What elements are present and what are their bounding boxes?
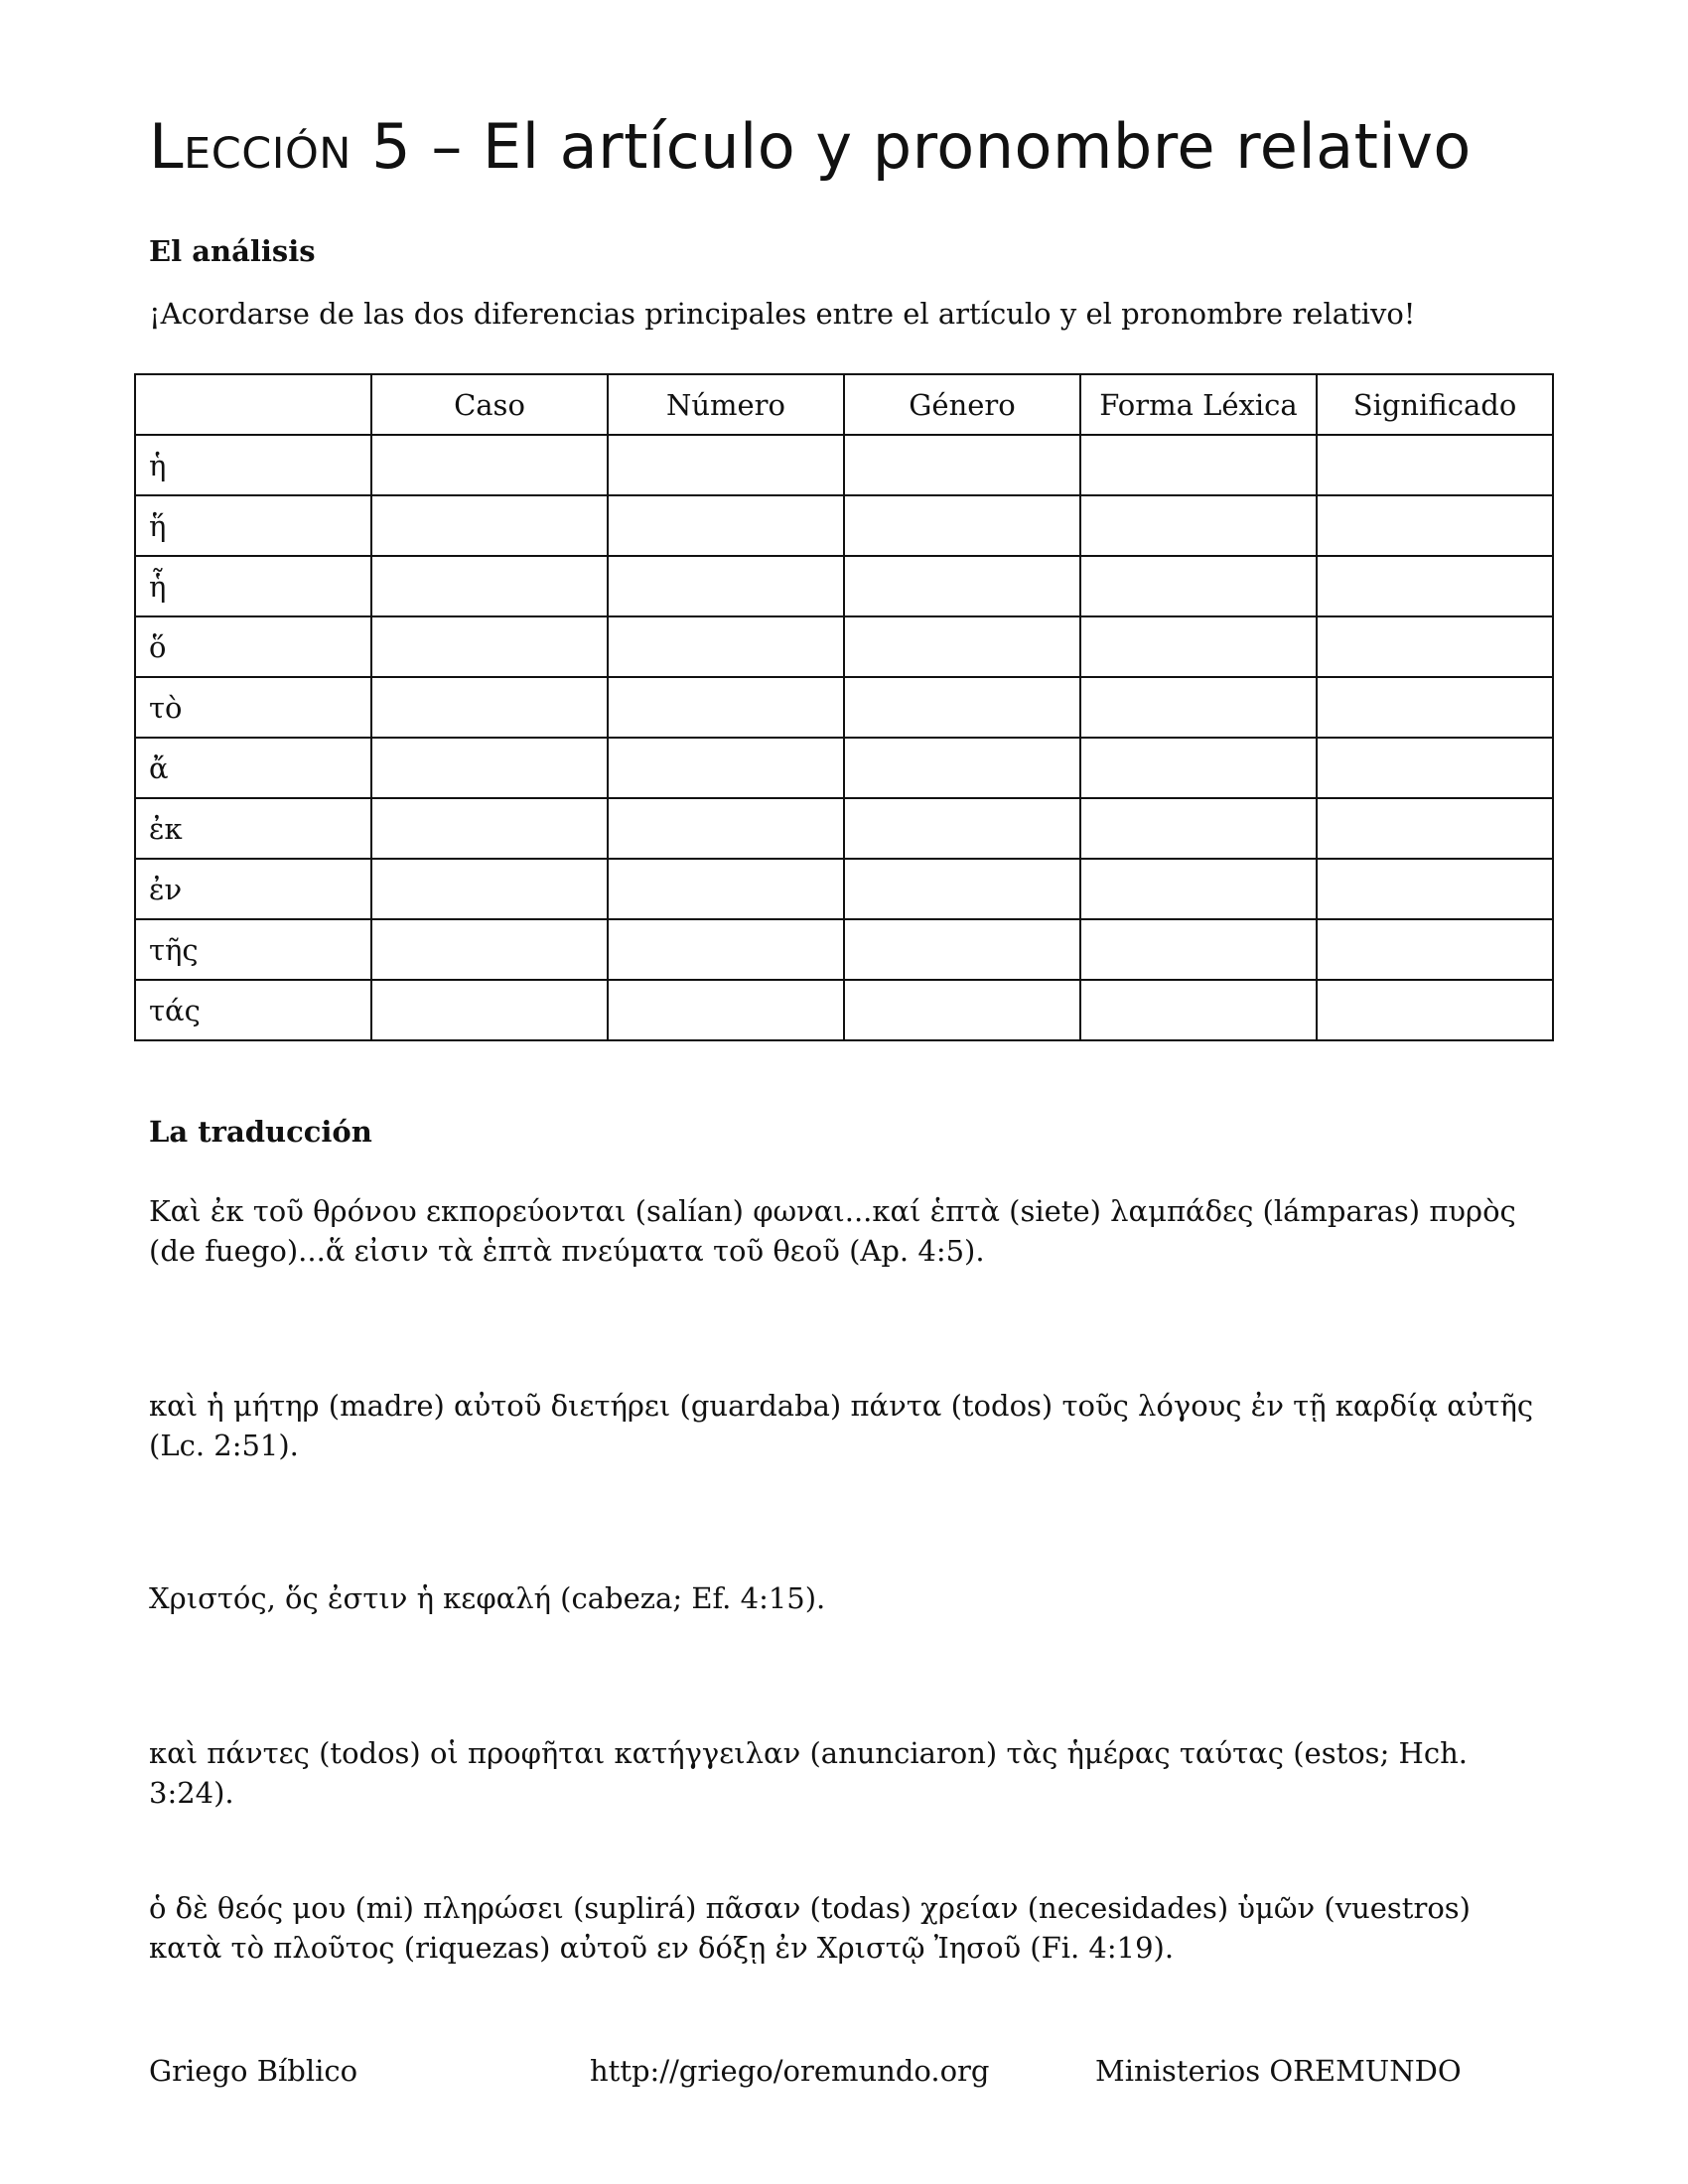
answer-cell[interactable] — [1317, 616, 1553, 677]
table-header-cell: Género — [844, 374, 1080, 435]
answer-cell[interactable] — [371, 738, 608, 798]
answer-cell[interactable] — [371, 859, 608, 919]
table-row — [135, 919, 1553, 980]
answer-cell[interactable] — [608, 738, 844, 798]
footer-ministry-name: Ministerios OREMUNDO — [1095, 2054, 1462, 2088]
lesson-number: Lección 5 — [149, 110, 412, 183]
answer-cell[interactable] — [1080, 677, 1317, 738]
lesson-topic: El artículo y pronombre relativo — [483, 110, 1472, 183]
translation-sentence-4: καὶ πάντες (todos) οἱ προφῆται κατήγγειλαν (anunciaron) τὰς ἡμέρας ταύτας (estos; Hch. 3:24). — [149, 1736, 1468, 1810]
answer-cell[interactable] — [844, 798, 1080, 859]
answer-cell[interactable] — [844, 738, 1080, 798]
table-header-cell: Significado — [1317, 374, 1553, 435]
answer-cell[interactable] — [608, 435, 844, 495]
table-row — [135, 495, 1553, 556]
answer-cell[interactable] — [371, 616, 608, 677]
answer-cell[interactable] — [371, 980, 608, 1040]
greek-word-cell: τάς — [135, 980, 371, 1040]
answer-cell[interactable] — [1080, 980, 1317, 1040]
answer-cell[interactable] — [371, 495, 608, 556]
answer-cell[interactable] — [844, 919, 1080, 980]
answer-cell[interactable] — [608, 495, 844, 556]
analysis-instruction: ¡Acordarse de las dos diferencias principales entre el artículo y el pronombre relativo! — [149, 297, 1416, 331]
answer-cell[interactable] — [1080, 495, 1317, 556]
greek-word-cell: ἐν — [135, 859, 371, 919]
answer-cell[interactable] — [1317, 980, 1553, 1040]
answer-cell[interactable] — [844, 556, 1080, 616]
answer-cell[interactable] — [608, 616, 844, 677]
answer-cell[interactable] — [1080, 919, 1317, 980]
answer-cell[interactable] — [608, 919, 844, 980]
answer-cell[interactable] — [608, 859, 844, 919]
answer-cell[interactable] — [1317, 919, 1553, 980]
footer-website-link[interactable]: http://griego/oremundo.org — [590, 2054, 990, 2088]
answer-cell[interactable] — [844, 616, 1080, 677]
translation-sentence-2: καὶ ἡ μήτηρ (madre) αὐτοῦ διετήρει (guardaba) πάντα (todos) τοῦς λόγους ἐν τῇ καρδίᾳ αὐτῆς (Lc. 2:51). — [149, 1389, 1534, 1462]
answer-cell[interactable] — [844, 859, 1080, 919]
title-separator: – — [411, 110, 484, 183]
answer-cell[interactable] — [1317, 738, 1553, 798]
page-title — [149, 107, 1472, 187]
answer-cell[interactable] — [1080, 738, 1317, 798]
table-header-cell: Caso — [371, 374, 608, 435]
answer-cell[interactable] — [1317, 677, 1553, 738]
translation-heading: La traducción — [149, 1115, 372, 1149]
greek-word-cell: ἧ — [135, 556, 371, 616]
translation-sentence-5: ὁ δὲ θεός μου (mi) πληρώσει (suplirá) πᾶσαν (todas) χρείαν (necesidades) ὑμῶν (vuestros) κατὰ τὸ πλοῦτος (riquezas) αὐτοῦ εν δόξῃ ἐν Χριστῷ Ἰησοῦ (Fi. 4:19). — [149, 1891, 1471, 1965]
answer-cell[interactable] — [608, 798, 844, 859]
answer-cell[interactable] — [371, 919, 608, 980]
table-header-row — [135, 374, 1553, 435]
answer-cell[interactable] — [1080, 435, 1317, 495]
answer-cell[interactable] — [371, 556, 608, 616]
table-row — [135, 677, 1553, 738]
answer-cell[interactable] — [844, 980, 1080, 1040]
answer-cell[interactable] — [1080, 859, 1317, 919]
table-row — [135, 435, 1553, 495]
answer-cell[interactable] — [608, 556, 844, 616]
translation-sentence-1: Καὶ ἐκ τοῦ θρόνου εκπορεύονται (salían) φωναι...καί ἑπτὰ (siete) λαμπάδες (lámparas) πυρὸς (de fuego)...ἅ εἰσιν τὰ ἑπτὰ πνεύματα τοῦ θεοῦ (Ap. 4:5). — [149, 1194, 1516, 1268]
answer-cell[interactable] — [1080, 616, 1317, 677]
greek-word-cell: τὸ — [135, 677, 371, 738]
table-row — [135, 738, 1553, 798]
answer-cell[interactable] — [608, 980, 844, 1040]
table-row — [135, 616, 1553, 677]
greek-word-cell: ὅ — [135, 616, 371, 677]
greek-word-cell: ἥ — [135, 495, 371, 556]
greek-word-cell: ἐκ — [135, 798, 371, 859]
table-body — [135, 435, 1553, 1040]
answer-cell[interactable] — [1317, 495, 1553, 556]
translation-sentence-3: Χριστός, ὅς ἐστιν ἡ κεφαλή (cabeza; Ef. 4:15). — [149, 1581, 826, 1615]
answer-cell[interactable] — [844, 435, 1080, 495]
answer-cell[interactable] — [1317, 435, 1553, 495]
table-header-cell: Número — [608, 374, 844, 435]
table-row — [135, 859, 1553, 919]
answer-cell[interactable] — [608, 677, 844, 738]
table-row — [135, 980, 1553, 1040]
table-row — [135, 798, 1553, 859]
answer-cell[interactable] — [371, 798, 608, 859]
answer-cell[interactable] — [1317, 798, 1553, 859]
analysis-table — [134, 373, 1554, 1041]
greek-word-cell: τῆς — [135, 919, 371, 980]
greek-word-cell: ἄ — [135, 738, 371, 798]
answer-cell[interactable] — [1317, 556, 1553, 616]
table-row — [135, 556, 1553, 616]
table-header-blank — [135, 374, 371, 435]
answer-cell[interactable] — [844, 677, 1080, 738]
table-header-cell: Forma Léxica — [1080, 374, 1317, 435]
answer-cell[interactable] — [1317, 859, 1553, 919]
greek-word-cell: ἡ — [135, 435, 371, 495]
answer-cell[interactable] — [1080, 798, 1317, 859]
answer-cell[interactable] — [371, 677, 608, 738]
answer-cell[interactable] — [844, 495, 1080, 556]
answer-cell[interactable] — [371, 435, 608, 495]
footer-course-name: Griego Bíblico — [149, 2054, 358, 2088]
answer-cell[interactable] — [1080, 556, 1317, 616]
analysis-heading: El análisis — [149, 234, 316, 268]
